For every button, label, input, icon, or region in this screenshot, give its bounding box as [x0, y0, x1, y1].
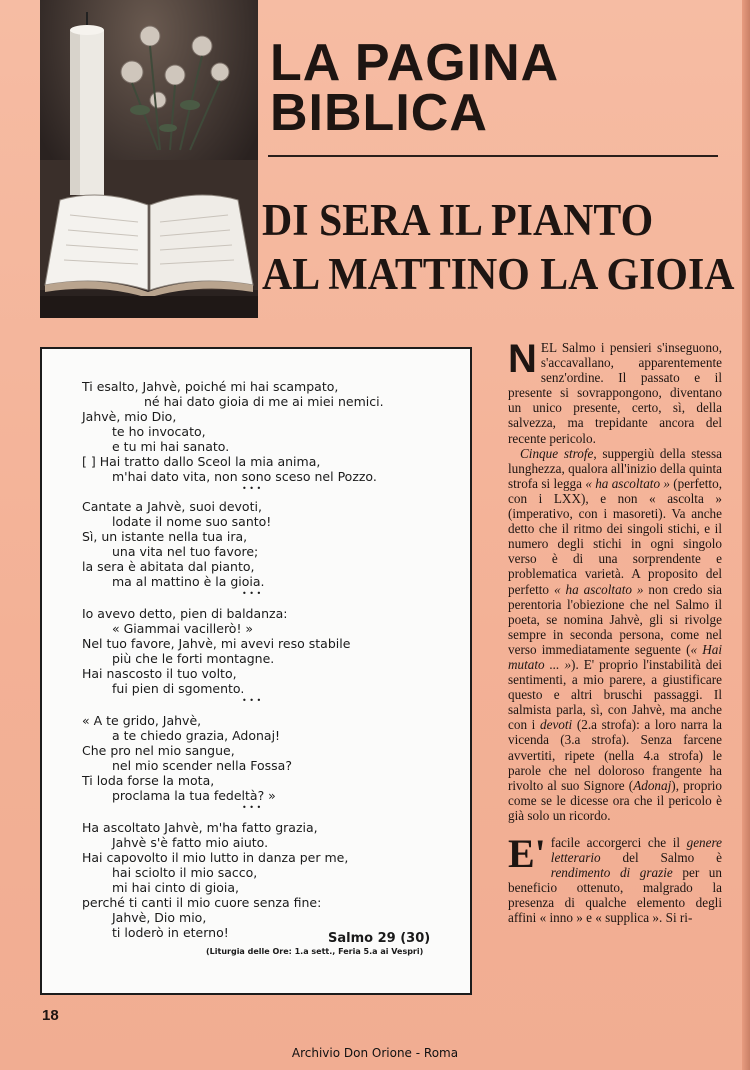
psalm-line: nel mio scender nella Fossa?	[112, 758, 292, 773]
psalm-line: Sì, un istante nella tua ira,	[82, 529, 248, 544]
italic-text: Adonaj	[633, 777, 672, 793]
psalm-line: hai sciolto il mio sacco,	[112, 865, 258, 880]
psalm-box	[40, 347, 472, 995]
italic-text: « Hai mutato ... »	[508, 641, 723, 672]
psalm-line: Io avevo detto, pien di baldanza:	[82, 606, 288, 621]
page-edge	[742, 0, 750, 1070]
article-headline	[262, 193, 734, 301]
psalm-line: proclama la tua fedeltà? »	[112, 788, 276, 803]
psalm-line: Nel tuo favore, Jahvè, mi avevi reso stabile	[82, 636, 351, 651]
psalm-line: ti loderò in eterno!	[112, 925, 229, 940]
paragraph-text: del Salmo è	[600, 850, 722, 866]
article-paragraph-1	[508, 337, 722, 446]
drop-cap: N	[508, 337, 537, 381]
psalm-line: mi hai cinto di gioia,	[112, 880, 239, 895]
psalm-line: Ha ascoltato Jahvè, m'ha fatto grazia,	[82, 820, 318, 835]
section-title	[270, 34, 560, 142]
italic-text: Cinque strofe	[520, 445, 594, 461]
psalm-line: la sera è abitata dal pianto,	[82, 559, 255, 574]
paragraph-text: non credo sia perentoria l'obiezione che nel Salmo il poeta, se nomina Jahvè, gli si rivolge sempre in seconda persona, come nel verso immediatamente seguente (	[508, 581, 722, 657]
headline-line-2: AL MATTINO LA GIOIA	[262, 249, 735, 299]
stanza-separator: • • •	[242, 589, 262, 598]
candle-bible-photo	[40, 0, 258, 318]
title-line-2: BIBLICA	[270, 84, 488, 142]
drop-cap: E'	[508, 831, 546, 876]
page-number: 18	[42, 1007, 59, 1024]
psalm-line: m'hai dato vita, non sono sceso nel Pozzo.	[112, 469, 377, 484]
psalm-line: Ti esalto, Jahvè, poiché mi hai scampato,	[82, 379, 339, 394]
italic-text: genere letterario	[550, 835, 722, 866]
psalm-line: Che pro nel mio sangue,	[82, 743, 235, 758]
psalm-line: né hai dato gioia di me ai miei nemici.	[144, 394, 384, 409]
psalm-line: a te chiedo grazia, Adonaj!	[112, 728, 281, 743]
psalm-line: te ho invocato,	[112, 424, 206, 439]
psalm-line: Jahvè, mio Dio,	[82, 409, 177, 424]
paragraph-text: (2.a strofa): a loro narra la vicenda (3.a strofa). Senza farcene avvertiti, ripete (nella 4.a strofa) le parole che nel doloroso frangente ha rivolto al suo Signore (	[508, 717, 722, 793]
stanza-separator: • • •	[242, 484, 262, 493]
psalm-line: più che le forti montagne.	[112, 651, 275, 666]
title-divider	[268, 155, 718, 157]
paragraph-text: (perfetto, con i LXX), e non « ascolta » (imperativo, con i masoreti). Va anche detto che il ritmo dei singoli stichi, e il numero degli stichi in ogni singolo verso è di una sorprendente e problematica varietà. A proposito del perfetto	[508, 475, 722, 597]
article-column	[508, 337, 723, 926]
paragraph-text: per un beneficio ottenuto, malgrado la presenza di qualche elemento degli affini « inno » e « supplica ». Si ri-	[508, 865, 722, 926]
italic-text: « ha ascoltato »	[553, 581, 644, 597]
title-line-1: LA PAGINA	[270, 34, 560, 92]
psalm-line: una vita nel tuo favore;	[112, 544, 259, 559]
psalm-line: Jahvè s'è fatto mio aiuto.	[112, 835, 269, 850]
italic-text: devoti	[540, 717, 573, 733]
article-paragraph-3	[508, 831, 722, 926]
psalm-line: fui pien di sgomento.	[112, 681, 245, 696]
psalm-source: Salmo 29 (30)	[328, 931, 431, 946]
psalm-line: perché ti canti il mio cuore senza fine:	[82, 895, 322, 910]
paragraph-text: EL Salmo i pensieri s'inseguono, s'accavallano, apparentemente senz'ordine. Il passato e il presente si sovrappongono, diventano un unico presente, certo, sì, della salvezza, ma trepidante ancora del recente pericolo.	[508, 340, 722, 446]
paragraph-text: ). E' proprio l'instabilità dei sentimenti, a mio parere, a giustificare questo e altri bruschi passaggi. Il salmista parla, sì, con Jahvè, ma anche con i	[508, 656, 722, 733]
psalm-line: Jahvè, Dio mio,	[112, 910, 207, 925]
psalm-line: ma al mattino è la gioia.	[112, 574, 265, 589]
archive-footer: Archivio Don Orione - Roma	[291, 1046, 459, 1060]
psalm-line: « Giammai vacillerò! »	[112, 621, 254, 636]
stanza-separator: • • •	[242, 803, 262, 812]
paragraph-text: , suppergiù della stessa lunghezza, qualora all'inizio della quinta strofa si legga	[508, 445, 722, 491]
psalm-line: lodate il nome suo santo!	[112, 514, 272, 529]
psalm-line: Ti loda forse la mota,	[82, 773, 215, 788]
psalm-line: Cantate a Jahvè, suoi devoti,	[82, 499, 262, 514]
italic-text: « ha ascoltato »	[585, 475, 670, 491]
psalm-line: « A te grido, Jahvè,	[82, 713, 202, 728]
italic-text: rendimento di grazie	[550, 865, 673, 881]
article-paragraph-2	[508, 446, 722, 823]
paragraph-text: facile accorgerci che il	[550, 835, 687, 850]
psalm-line: Hai capovolto il mio lutto in danza per me,	[82, 850, 349, 865]
psalm-line: e tu mi hai sanato.	[112, 439, 230, 454]
stanza-separator: • • •	[242, 696, 262, 705]
psalm-line: Hai nascosto il tuo volto,	[82, 666, 237, 681]
psalm-line: [ ] Hai tratto dallo Sceol la mia anima,	[82, 454, 321, 469]
paragraph-text: ), proprio come se le dicesse ora che il pericolo è già solo un ricordo.	[508, 777, 722, 823]
headline-line-1: DI SERA IL PIANTO	[262, 195, 654, 245]
liturgy-reference: (Liturgia delle Ore: 1.a sett., Feria 5.a ai Vespri)	[206, 947, 424, 956]
